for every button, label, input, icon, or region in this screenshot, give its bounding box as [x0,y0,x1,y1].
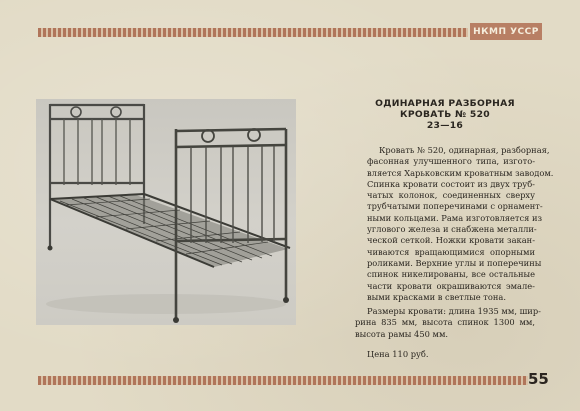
product-title-line: ОДИНАРНАЯ РАЗБОРНАЯ [375,98,515,109]
description-line: спинок никелированы, все остальные [367,269,535,280]
dimensions-line: высота рамы 450 мм. [355,328,449,339]
description-line: Спинка кровати состоит из двух труб- [367,178,535,189]
description-line: ными кольцами. Рама изготовляется из [367,212,543,223]
description-line: чатых колонок, соединенных сверху [367,190,535,201]
dimensions-line: рина 835 мм, высота спинок 1300 мм, [355,317,535,328]
page-number: 55 [528,370,549,388]
product-description [355,145,554,303]
product-text-column [355,98,554,360]
description-line: роликами. Верхние углы и поперечины [367,257,542,268]
product-title-line: КРОВАТЬ № 520 [400,109,490,120]
product-dimensions [355,306,541,340]
description-line: Кровать № 520, одинарная, разборная, [379,145,550,155]
description-line: ческой сеткой. Ножки кровати закан- [367,235,535,246]
description-line: вляется Харьковским кроватным заводом. [367,167,554,178]
bed-photo [36,99,296,325]
description-line: углового железа и снабжена металли- [367,224,537,235]
description-line: чиваются вращающимися опорными [367,246,535,257]
description-line: выми красками в светлые тона. [367,291,506,302]
bottom-decorative-band [38,376,528,385]
dimensions-line: Размеры кровати: длина 1935 мм, шир- [367,306,541,317]
top-decorative-band [38,28,468,37]
description-line: части кровати окрашиваются эмале- [367,280,535,291]
description-line: фасонная улучшенного типа, изгото- [367,156,535,167]
product-price: Цена 110 руб. [367,349,429,360]
description-line: трубчатыми поперечинами с орнамент- [367,201,543,212]
product-title [355,98,535,131]
header-label: НКМП УССР [470,23,542,40]
product-code: 23—16 [426,120,464,131]
